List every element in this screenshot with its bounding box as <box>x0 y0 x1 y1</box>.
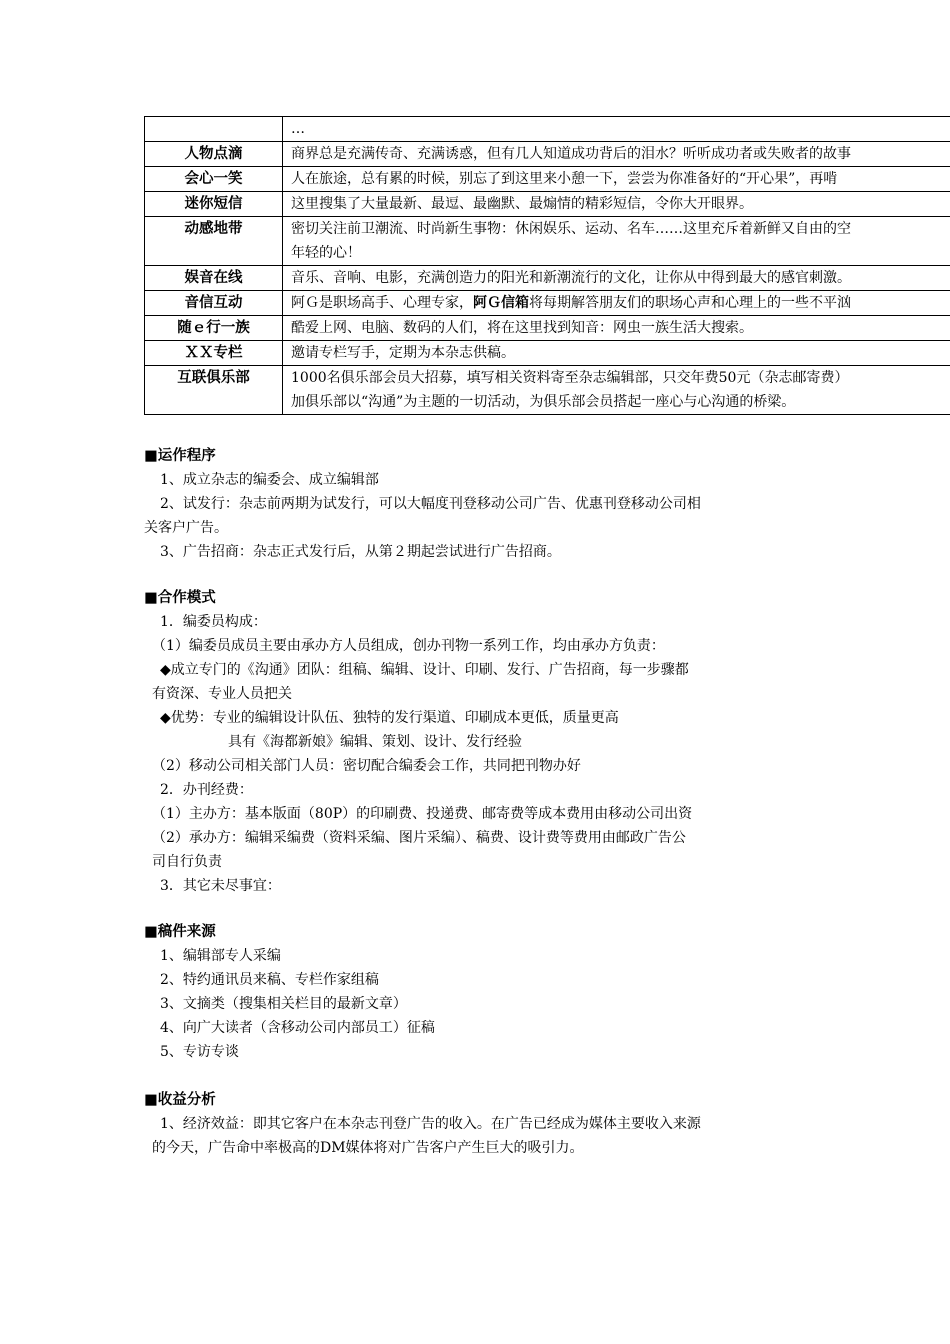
section-heading: ■运作程序 <box>144 448 216 464</box>
paragraph-line: 的今天，广告命中率极高的DM媒体将对广告客户产生巨大的吸引力。 <box>152 1140 584 1156</box>
section-heading: ■合作模式 <box>144 590 216 606</box>
table-row <box>145 167 950 192</box>
section-revenue <box>144 1088 824 1160</box>
paragraph-line: 1、编辑部专人采编 <box>160 948 281 964</box>
table-row <box>145 266 950 291</box>
column-category: 音信互动 <box>145 291 283 316</box>
paragraph-line: （2）移动公司相关部门人员：密切配合编委会工作，共同把刊物办好 <box>152 758 581 774</box>
column-category: 迷你短信 <box>145 192 283 217</box>
column-category: 互联俱乐部 <box>145 366 283 415</box>
table-row <box>145 366 950 415</box>
column-category: 人物点滴 <box>145 142 283 167</box>
column-description: 这里搜集了大量最新、最逗、最幽默、最煽情的精彩短信，令你大开眼界。 <box>283 192 950 217</box>
paragraph-line: 3．其它未尽事宜： <box>160 878 281 894</box>
column-category: 动感地带 <box>145 217 283 266</box>
section-heading: ■收益分析 <box>144 1092 216 1108</box>
paragraph-line: 有资深、专业人员把关 <box>152 686 292 702</box>
table-row <box>145 341 950 366</box>
column-description: 音乐、音响、电影，充满创造力的阳光和新潮流行的文化，让你从中得到最大的感官刺激。 <box>283 266 950 291</box>
paragraph-line: 司自行负责 <box>152 854 222 870</box>
section-heading: ■稿件来源 <box>144 924 216 940</box>
paragraph-line: ◆成立专门的《沟通》团队：组稿、编辑、设计、印刷、发行、广告招商，每一步骤都 <box>160 662 689 678</box>
paragraph-line: 关客户广告。 <box>144 520 228 536</box>
paragraph-line: 具有《海都新娘》编辑、策划、设计、发行经验 <box>228 734 522 750</box>
column-description: 阿Ｇ是职场高手、心理专家，阿Ｇ信箱将每期解答朋友们的职场心声和心理上的一些不平汹 <box>283 291 950 316</box>
paragraph-line: （2）承办方：编辑采编费（资料采编、图片采编）、稿费、设计费等费用由邮政广告公 <box>152 830 686 846</box>
table-row <box>145 217 950 266</box>
paragraph-line: 4、向广大读者（含移动公司内部员工）征稿 <box>160 1020 435 1036</box>
section-operation <box>144 444 824 564</box>
section-cooperation <box>144 586 824 898</box>
column-category <box>145 117 283 142</box>
column-description: 1000名俱乐部会员大招募，填写相关资料寄至杂志编辑部，只交年费50元（杂志邮寄费） 加俱乐部以“沟通”为主题的一切活动，为俱乐部会员搭起一座心与心沟通的桥梁。 <box>283 366 950 415</box>
column-category: 会心一笑 <box>145 167 283 192</box>
paragraph-line: 2、试发行：杂志前两期为试发行，可以大幅度刊登移动公司广告、优惠刊登移动公司相 <box>160 496 701 512</box>
paragraph-line: 2、特约通讯员来稿、专栏作家组稿 <box>160 972 379 988</box>
column-description: 邀请专栏写手，定期为本杂志供稿。 <box>283 341 950 366</box>
paragraph-line: 1、成立杂志的编委会、成立编辑部 <box>160 472 379 488</box>
paragraph-line: 2．办刊经费： <box>160 782 253 798</box>
column-description: … <box>283 117 950 142</box>
paragraph-line: （1）主办方：基本版面（80P）的印刷费、投递费、邮寄费等成本费用由移动公司出资 <box>152 806 693 822</box>
column-description: 酷爱上网、电脑、数码的人们，将在这里找到知音：网虫一族生活大搜索。 <box>283 316 950 341</box>
table-row <box>145 291 950 316</box>
paragraph-line: 3、文摘类（搜集相关栏目的最新文章） <box>160 996 407 1012</box>
column-description: 商界总是充满传奇、充满诱惑，但有几人知道成功背后的泪水？听听成功者或失败者的故事 <box>283 142 950 167</box>
table-row <box>145 117 950 142</box>
column-category: ＸＸ专栏 <box>145 341 283 366</box>
mailbox-name: 阿Ｇ信箱 <box>473 295 529 311</box>
column-category: 娱音在线 <box>145 266 283 291</box>
paragraph-line: 5、专访专谈 <box>160 1044 239 1060</box>
table-row <box>145 142 950 167</box>
paragraph-line: 1．编委员构成： <box>160 614 267 630</box>
table-row <box>145 316 950 341</box>
paragraph-line: （1）编委员成员主要由承办方人员组成，创办刊物一系列工作，均由承办方负责： <box>152 638 665 654</box>
column-category: 随ｅ行一族 <box>145 316 283 341</box>
paragraph-line: 1、经济效益：即其它客户在本杂志刊登广告的收入。在广告已经成为媒体主要收入来源 <box>160 1116 701 1132</box>
column-description: 人在旅途，总有累的时候，别忘了到这里来小憩一下，尝尝为你准备好的“开心果”，再啃 <box>283 167 950 192</box>
column-description: 密切关注前卫潮流、时尚新生事物：休闲娱乐、运动、名车……这里充斥着新鲜又自由的空 年轻的心！ <box>283 217 950 266</box>
table-row <box>145 192 950 217</box>
section-sources <box>144 920 824 1064</box>
paragraph-line: 3、广告招商：杂志正式发行后，从第２期起尝试进行广告招商。 <box>160 544 561 560</box>
paragraph-line: ◆优势：专业的编辑设计队伍、独特的发行渠道、印刷成本更低，质量更高 <box>160 710 619 726</box>
column-table <box>144 116 950 415</box>
